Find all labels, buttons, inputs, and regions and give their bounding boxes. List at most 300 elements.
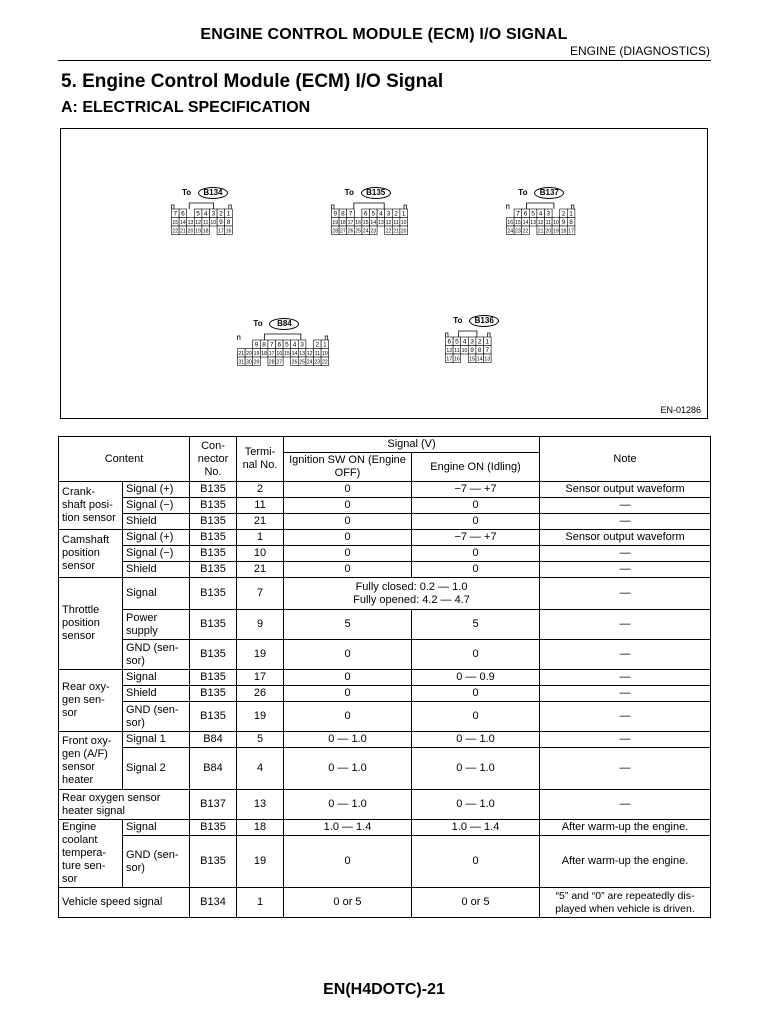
group-label: Engine coolant tempera- ture sen- sor (59, 820, 123, 888)
pin-number: 22 (172, 228, 179, 235)
terminal-no: 19 (237, 702, 284, 732)
connector-no: B84 (190, 748, 237, 790)
connector-id-badge: B137 (534, 187, 564, 199)
signal-name: Signal (123, 820, 190, 836)
pin-number: 24 (362, 228, 369, 235)
group-label: Crank- shaft posi- tion sensor (59, 482, 123, 530)
io-signal-table (58, 436, 711, 918)
connector-pin-grid (445, 315, 493, 365)
terminal-no: 5 (237, 732, 284, 748)
pin-number: 28 (332, 228, 339, 235)
table-row (59, 748, 711, 790)
page-header-section: ENGINE (DIAGNOSTICS) (569, 44, 710, 58)
pin-number: 3 (211, 210, 216, 218)
pin-number: 7 (485, 347, 490, 355)
table-row (59, 578, 711, 610)
eng-value: 0 (412, 702, 540, 732)
connector-to-label: To (453, 316, 463, 325)
pin-number: 4 (462, 338, 467, 346)
note: — (540, 640, 711, 670)
pin-number: 20 (187, 228, 194, 235)
connector-no: B135 (190, 498, 237, 514)
header-eng-on: Engine ON (Idling) (412, 453, 540, 482)
connector-latch (354, 203, 384, 209)
connector-no: B135 (190, 610, 237, 640)
pin-number: 12 (195, 220, 201, 227)
pin-number: 15 (469, 356, 475, 363)
signal-name: Signal (123, 670, 190, 686)
pin-number: 13 (530, 220, 536, 227)
pin-number: 5 (531, 210, 535, 218)
terminal-no: 19 (237, 836, 284, 888)
table-row (59, 820, 711, 836)
group-label: Vehicle speed signal (59, 888, 190, 918)
eng-value: 0 (412, 514, 540, 530)
connector-latch (459, 331, 477, 337)
terminal-no: 21 (237, 562, 284, 578)
connector-no: B135 (190, 514, 237, 530)
ign-value: 0 (284, 530, 412, 546)
pin-number: 24 (507, 228, 514, 235)
connector-no: B135 (190, 546, 237, 562)
eng-value: 0 (412, 836, 540, 888)
signal-name: Signal (−) (123, 546, 190, 562)
pin-number: 18 (560, 228, 567, 235)
terminal-no: 7 (237, 578, 284, 610)
note: — (540, 670, 711, 686)
pin-number: 10 (553, 220, 559, 227)
pin-number: 9 (470, 347, 474, 355)
pin-number: 13 (299, 351, 305, 358)
table-row (59, 732, 711, 748)
pin-number: 22 (522, 228, 529, 235)
eng-value: 0 — 1.0 (412, 790, 540, 820)
pin-number: 30 (246, 359, 252, 366)
note: — (540, 514, 711, 530)
note: — (540, 546, 711, 562)
connector-no: B135 (190, 670, 237, 686)
ign-value: 0 — 1.0 (284, 748, 412, 790)
pin-number: 2 (561, 210, 566, 218)
signal-name: Power supply (123, 610, 190, 640)
pin-number: 26 (291, 359, 298, 366)
pin-number: 6 (181, 210, 185, 218)
pin-number: 3 (546, 210, 551, 218)
pin-number: 1 (485, 338, 490, 346)
terminal-no: 1 (237, 888, 284, 918)
pin-number: 17 (568, 228, 574, 235)
table-row (59, 530, 711, 546)
header-content: Content (59, 437, 190, 482)
signal-name: Signal 2 (123, 748, 190, 790)
pin-number: 8 (341, 210, 345, 218)
pin-number: 16 (454, 356, 460, 363)
pin-number: 2 (219, 210, 223, 218)
eng-value: 0 (412, 640, 540, 670)
terminal-no: 26 (237, 686, 284, 702)
ign-value: 0 — 1.0 (284, 790, 412, 820)
connector-tab (238, 336, 241, 340)
ign-value: 1.0 — 1.4 (284, 820, 412, 836)
pin-number: 3 (386, 210, 391, 218)
connector-tab (172, 205, 175, 209)
ign-value: 0 (284, 836, 412, 888)
pin-number: 23 (314, 359, 321, 366)
pin-number: 17 (218, 228, 224, 235)
table-row (59, 482, 711, 498)
signal-name: Shield (123, 562, 190, 578)
eng-value: 5 (412, 610, 540, 640)
pin-number: 22 (385, 228, 392, 235)
signal-name: Signal (−) (123, 498, 190, 514)
connector-latch (264, 334, 300, 340)
ign-value: 0 (284, 482, 412, 498)
connector-no: B135 (190, 562, 237, 578)
pin-number: 9 (561, 219, 566, 227)
ign-value: 0 (284, 498, 412, 514)
connector-tab (488, 333, 491, 337)
table-row (59, 610, 711, 640)
pin-number: 2 (315, 341, 320, 349)
connector-latch (527, 203, 554, 209)
pin-number: 11 (203, 220, 209, 227)
pin-number: 27 (276, 359, 283, 366)
pin-number: 18 (202, 228, 209, 235)
pin-number: 27 (340, 228, 346, 235)
ign-value: 0 (284, 686, 412, 702)
eng-value: 0 — 0.9 (412, 670, 540, 686)
connector-no: B135 (190, 578, 237, 610)
pin-number: 5 (285, 341, 289, 349)
ign-value: 0 (284, 670, 412, 686)
note: Sensor output waveform (540, 530, 711, 546)
note: — (540, 790, 711, 820)
pin-number: 21 (180, 228, 186, 235)
ign-value: 0 (284, 702, 412, 732)
terminal-no: 9 (237, 610, 284, 640)
connector-no: B134 (190, 888, 237, 918)
table-row (59, 670, 711, 686)
pin-number: 7 (173, 210, 178, 218)
eng-value: 1.0 — 1.4 (412, 820, 540, 836)
pin-number: 14 (180, 220, 186, 227)
pin-number: 6 (447, 338, 452, 346)
pin-number: 21 (393, 228, 399, 235)
pin-number: 4 (203, 210, 208, 218)
ign-value: 5 (284, 610, 412, 640)
pin-number: 19 (195, 228, 201, 235)
pin-number: 1 (401, 210, 406, 218)
signal-name: Signal (123, 578, 190, 610)
pin-number: 6 (523, 210, 528, 218)
note: — (540, 702, 711, 732)
pin-number: 14 (370, 220, 377, 227)
pin-number: 1 (226, 210, 231, 218)
pin-number: 15 (362, 220, 369, 227)
pin-number: 8 (477, 347, 482, 355)
pin-number: 23 (515, 228, 521, 235)
page-header-title: ENGINE CONTROL MODULE (ECM) I/O SIGNAL (200, 26, 568, 43)
table-row (59, 640, 711, 670)
terminal-no: 13 (237, 790, 284, 820)
pin-number: 17 (446, 356, 453, 363)
pin-number: 10 (400, 220, 407, 227)
pin-number: 8 (262, 341, 266, 349)
table-row (59, 888, 711, 918)
table-row (59, 702, 711, 732)
note: Sensor output waveform (540, 482, 711, 498)
subsection-title: A: ELECTRICAL SPECIFICATION (61, 99, 311, 116)
note: — (540, 562, 711, 578)
pin-number: 13 (187, 220, 194, 227)
ign-value: 0 (284, 514, 412, 530)
ign-value: 0 — 1.0 (284, 732, 412, 748)
pin-number: 11 (314, 351, 320, 358)
pin-number: 13 (484, 356, 491, 363)
pin-number: 26 (347, 228, 354, 235)
connector-pin-grid (506, 187, 576, 237)
eng-value: −7 — +7 (412, 530, 540, 546)
group-label: Rear oxy- gen sen- sor (59, 670, 123, 732)
pin-number: 1 (569, 210, 573, 218)
connector-no: B84 (190, 732, 237, 748)
signal-name: GND (sen- sor) (123, 640, 190, 670)
pin-number: 14 (476, 356, 483, 363)
connector-no: B135 (190, 686, 237, 702)
table-header-row (59, 437, 711, 453)
connector-id-badge: B135 (361, 187, 391, 199)
eng-value: 0 (412, 546, 540, 562)
pin-number: 16 (355, 220, 361, 227)
pin-number: 25 (355, 228, 361, 235)
pin-number: 3 (300, 341, 304, 349)
pin-number: 9 (333, 210, 338, 218)
signal-name: Signal (+) (123, 530, 190, 546)
ign-value: 0 or 5 (284, 888, 412, 918)
pin-number: 9 (254, 341, 259, 349)
pin-number: 18 (261, 351, 267, 358)
note: — (540, 498, 711, 514)
terminal-no: 4 (237, 748, 284, 790)
signal-name: GND (sen- sor) (123, 836, 190, 888)
connector-no: B135 (190, 482, 237, 498)
pin-number: 23 (370, 228, 377, 235)
terminal-no: 18 (237, 820, 284, 836)
terminal-no: 11 (237, 498, 284, 514)
header-connector: Con- nector No. (190, 437, 237, 482)
pin-number: 12 (385, 220, 392, 227)
note: — (540, 610, 711, 640)
connector-no: B135 (190, 702, 237, 732)
connector-id-badge: B84 (269, 318, 299, 330)
pin-number: 2 (394, 210, 398, 218)
pin-number: 17 (268, 351, 275, 358)
note: After warm-up the engine. (540, 836, 711, 888)
pin-number: 14 (291, 351, 298, 358)
pin-number: 8 (226, 219, 231, 227)
pin-number: 12 (446, 348, 453, 355)
table-row (59, 498, 711, 514)
pin-number: 16 (225, 228, 232, 235)
pin-number: 10 (461, 348, 468, 355)
group-label: Rear oxygen sensor heater signal (59, 790, 190, 820)
pin-number: 21 (238, 351, 245, 358)
pin-number: 9 (219, 219, 223, 227)
connector-no: B135 (190, 530, 237, 546)
terminal-no: 2 (237, 482, 284, 498)
pin-number: 11 (393, 220, 399, 227)
terminal-no: 19 (237, 640, 284, 670)
pin-number: 20 (400, 228, 407, 235)
connector-no: B135 (190, 640, 237, 670)
connector-to-label: To (181, 188, 192, 197)
pin-number: 2 (477, 338, 482, 346)
connector-pin-grid (331, 187, 409, 237)
pin-number: 24 (306, 359, 313, 366)
terminal-no: 21 (237, 514, 284, 530)
table-row (59, 546, 711, 562)
note: “5” and “0” are repeatedly dis- played when vehicle is driven. (540, 888, 711, 918)
eng-value: 0 (412, 498, 540, 514)
note: After warm-up the engine. (540, 820, 711, 836)
pin-number: 22 (322, 359, 328, 366)
pin-number: 15 (172, 220, 179, 227)
pin-number: 16 (276, 351, 283, 358)
connector-tab (332, 205, 335, 209)
terminal-no: 17 (237, 670, 284, 686)
pin-number: 31 (238, 359, 245, 366)
eng-value: 0 (412, 562, 540, 578)
note: — (540, 578, 711, 610)
connector-tab (571, 205, 574, 209)
connector-tab (507, 205, 510, 209)
connector-no: B135 (190, 820, 237, 836)
pin-number: 20 (545, 228, 552, 235)
figure-id: EN-01286 (660, 405, 701, 415)
pin-number: 7 (516, 210, 520, 218)
group-label: Front oxy- gen (A/F) sensor heater (59, 732, 123, 790)
fully-opened-range: Fully opened: 4.2 — 4.7 (353, 593, 470, 606)
signal-name: Shield (123, 514, 190, 530)
pin-number: 4 (538, 210, 543, 218)
connector-id-badge: B134 (198, 187, 228, 199)
pin-number: 5 (371, 210, 376, 218)
signal-name: Shield (123, 686, 190, 702)
pin-number: 13 (378, 220, 384, 227)
pin-number: 6 (277, 341, 282, 349)
pin-number: 14 (522, 220, 529, 227)
table-row (59, 836, 711, 888)
connector-pin-grid (237, 318, 330, 368)
group-label: Camshaft position sensor (59, 530, 123, 578)
terminal-no: 10 (237, 546, 284, 562)
pin-number: 28 (268, 359, 275, 366)
table-row (59, 562, 711, 578)
connector-tab (325, 336, 328, 340)
pin-number: 19 (253, 351, 260, 358)
connector-tab (404, 205, 407, 209)
pin-number: 15 (515, 220, 521, 227)
page-footer: EN(H4DOTC)-21 (323, 981, 445, 998)
pin-number: 4 (379, 210, 383, 218)
fully-closed-range: Fully closed: 0.2 — 1.0 (355, 580, 468, 593)
signal-name: Signal 1 (123, 732, 190, 748)
pin-number: 5 (455, 338, 459, 346)
connector-pin-grid (171, 187, 234, 237)
pin-number: 18 (340, 220, 346, 227)
note: — (540, 732, 711, 748)
note: — (540, 686, 711, 702)
pin-number: 12 (306, 351, 313, 358)
eng-value: 0 — 1.0 (412, 732, 540, 748)
pin-number: 19 (553, 228, 559, 235)
group-label: Throttle position sensor (59, 578, 123, 670)
pin-number: 7 (269, 341, 274, 349)
connector-tab (229, 205, 232, 209)
pin-number: 3 (470, 338, 474, 346)
header-divider (58, 60, 711, 61)
pin-number: 4 (292, 341, 297, 349)
header-note: Note (540, 437, 711, 482)
ign-value: 0 (284, 640, 412, 670)
connector-no: B135 (190, 836, 237, 888)
pin-number: 10 (322, 351, 328, 358)
eng-value: 0 — 1.0 (412, 748, 540, 790)
connector-tab (446, 333, 449, 337)
pin-number: 8 (569, 219, 573, 227)
connector-id-badge: B136 (469, 315, 499, 327)
pin-number: 29 (253, 359, 260, 366)
header-terminal: Termi- nal No. (237, 437, 284, 482)
connector-to-label: To (518, 188, 528, 197)
ign-value: 0 (284, 546, 412, 562)
connector-to-label: To (253, 319, 263, 328)
pin-number: 20 (246, 351, 252, 358)
pin-number: 11 (545, 220, 551, 227)
throttle-signal-range (284, 578, 540, 610)
pin-number: 5 (196, 210, 200, 218)
ign-value: 0 (284, 562, 412, 578)
eng-value: 0 or 5 (412, 888, 540, 918)
pin-number: 25 (299, 359, 305, 366)
pin-number: 7 (348, 210, 353, 218)
pin-number: 21 (537, 228, 544, 235)
pin-number: 17 (347, 220, 354, 227)
pin-number: 11 (454, 348, 460, 355)
table-row (59, 790, 711, 820)
pin-number: 6 (363, 210, 368, 218)
eng-value: 0 (412, 686, 540, 702)
pin-number: 15 (284, 351, 290, 358)
signal-name: GND (sen- sor) (123, 702, 190, 732)
connector-latch (189, 203, 213, 209)
table-row (59, 686, 711, 702)
header-ign-on: Ignition SW ON (Engine OFF) (284, 453, 412, 482)
pin-number: 19 (332, 220, 339, 227)
signal-name: Signal (+) (123, 482, 190, 498)
header-signal: Signal (V) (284, 437, 540, 453)
pin-number: 16 (507, 220, 514, 227)
pin-number: 1 (323, 341, 327, 349)
section-title: 5. Engine Control Module (ECM) I/O Signal (61, 71, 444, 92)
pin-number: 12 (537, 220, 544, 227)
table-row (59, 514, 711, 530)
eng-value: −7 — +7 (412, 482, 540, 498)
connector-no: B137 (190, 790, 237, 820)
connector-figure (60, 128, 708, 419)
pin-number: 10 (210, 220, 217, 227)
note: — (540, 748, 711, 790)
